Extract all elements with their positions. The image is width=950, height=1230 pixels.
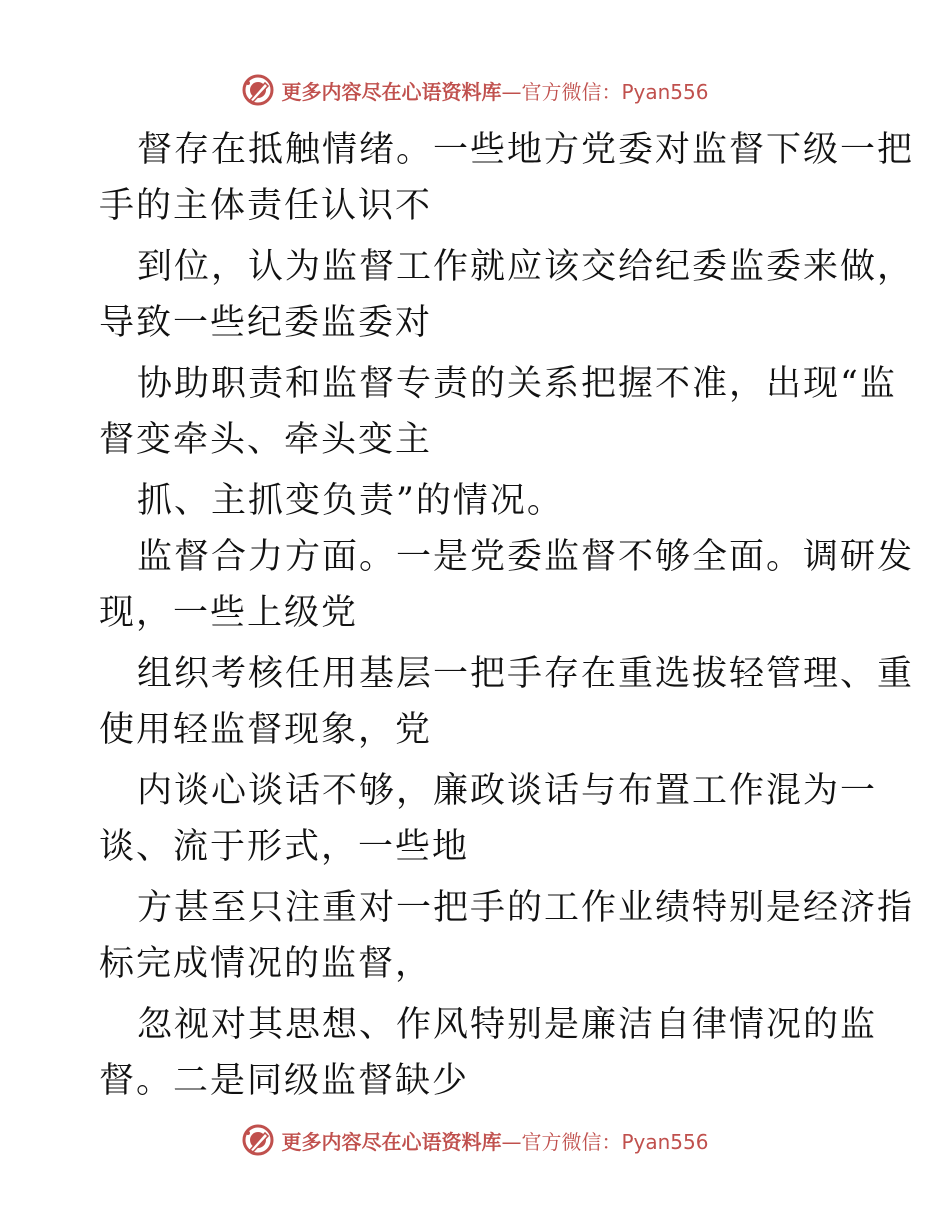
body-line: 组织考核任用基层一把手存在重选拔轻管理、重 [137, 654, 915, 694]
body-line: 协助职责和监督专责的关系把握不准，出现“监 [137, 364, 897, 404]
pen-logo-icon [241, 73, 275, 107]
header-banner [0, 70, 950, 110]
body-line: 谈、流于形式，一些地 [99, 827, 470, 867]
banner-site-text: 更多内容尽在心语资料库 [281, 79, 502, 104]
body-line: 使用轻监督现象，党 [99, 710, 433, 750]
banner-wechat-text: 官方微信：Pyan556 [521, 79, 709, 104]
body-line: 手的主体责任认识不 [99, 186, 433, 226]
body-line: 内谈心谈话不够，廉政谈话与布置工作混为一 [137, 771, 878, 811]
banner-dash: — [501, 79, 522, 104]
body-line: 忽视对其思想、作风特别是廉洁自律情况的监 [137, 1005, 878, 1045]
banner-site-text: 更多内容尽在心语资料库 [281, 1129, 502, 1154]
banner-wechat-text: 官方微信：Pyan556 [521, 1129, 709, 1154]
body-line: 现，一些上级党 [99, 593, 359, 633]
body-line: 督。二是同级监督缺少 [99, 1061, 470, 1101]
body-line: 方甚至只注重对一把手的工作业绩特别是经济指 [137, 888, 915, 928]
body-line: 督存在抵触情绪。一些地方党委对监督下级一把 [137, 130, 915, 170]
body-line: 到位，认为监督工作就应该交给纪委监委来做， [137, 247, 915, 287]
banner-text [281, 76, 708, 105]
footer-banner [0, 1120, 950, 1160]
body-line: 标完成情况的监督， [99, 944, 433, 984]
banner-dash: — [501, 1129, 522, 1154]
body-line: 监督合力方面。一是党委监督不够全面。调研发 [137, 537, 915, 577]
body-line: 导致一些纪委监委对 [99, 303, 433, 343]
body-line: 督变牵头、牵头变主 [99, 420, 433, 460]
pen-logo-icon [241, 1123, 275, 1157]
banner-text [281, 1126, 708, 1155]
body-line: 抓、主抓变负责”的情况。 [137, 481, 564, 521]
